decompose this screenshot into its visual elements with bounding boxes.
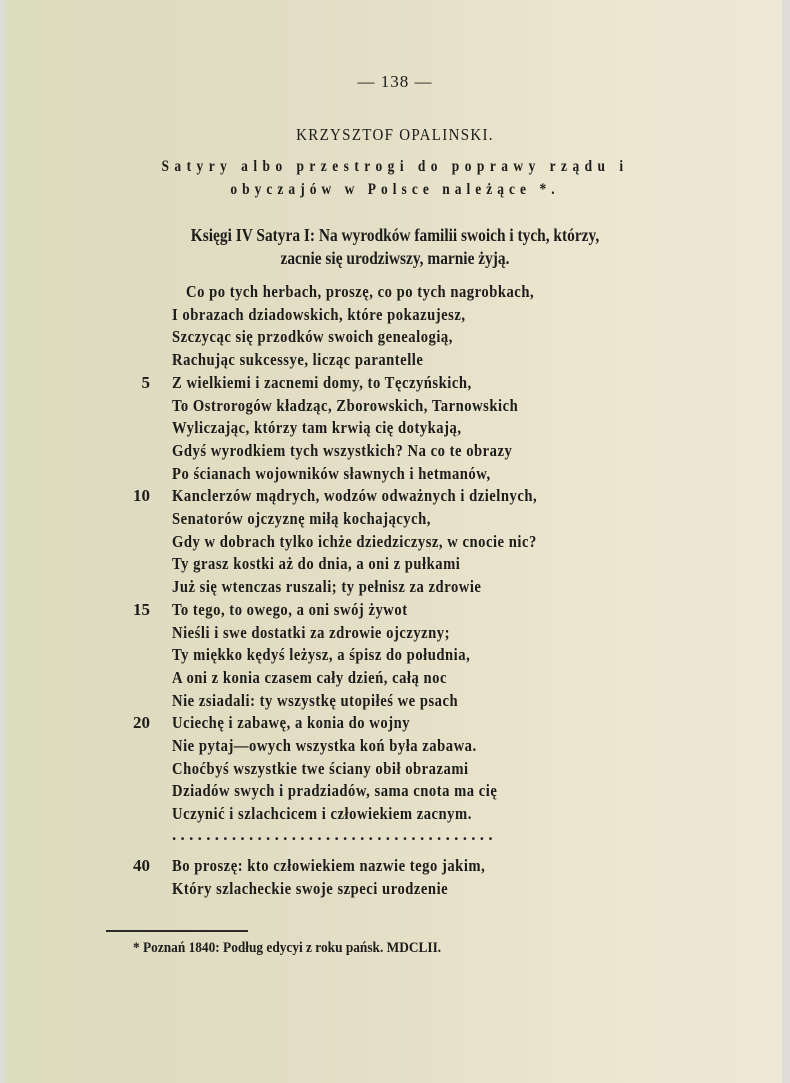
line-number: 20	[133, 713, 150, 733]
verse-line: Dziadów swych i pradziadów, sama cnota ma cię	[172, 781, 498, 801]
verse-line: Z wielkiemi i zacnemi domy, to Tęczyńskich,	[172, 372, 472, 392]
line-number: 15	[133, 599, 150, 619]
verse-line: Wyliczając, którzy tam krwią cię dotykają,	[172, 418, 462, 438]
page-number: — 138 —	[357, 72, 433, 91]
verse-line: To Ostrorogów kładząc, Zborowskich, Tarnowskich	[172, 395, 519, 415]
verse-line: Gdy w dobrach tylko ichże dziedziczysz, w cnocie nic?	[172, 531, 537, 551]
verse-line: Choćbyś wszystkie twe ściany obił obrazami	[172, 758, 469, 778]
verse-line: Nieśli i swe dostatki za zdrowie ojczyzny;	[172, 622, 451, 642]
line-number: 10	[133, 486, 150, 506]
verse-line: Co po tych herbach, proszę, co po tych nagrobkach,	[186, 282, 535, 301]
right-page-edge	[782, 0, 790, 1083]
ellipsis-line: ......................................	[172, 825, 497, 844]
verse-line: Bo proszę: kto człowiekiem nazwie tego jakim,	[172, 856, 486, 875]
verse-line: Nie zsiadali: ty wszystkę utopiłeś we psach	[172, 690, 459, 710]
verse-line: Uczynić i szlachcicem i człowiekiem zacnym.	[172, 804, 472, 824]
verse-line: Po ścianach wojowników sławnych i hetmanów,	[172, 463, 491, 483]
work-title-line-2: obyczajów w Polsce należące *.	[230, 181, 560, 198]
verse-line: Który szlacheckie swoje szpeci urodzenie	[172, 878, 449, 898]
verse-line: Senatorów ojczyznę miłą kochających,	[172, 509, 431, 528]
work-title-line-1: Satyry albo przestrogi do poprawy rządu i	[161, 158, 629, 175]
verse-line: Ty grasz kostki aż do dnia, a oni z pułkami	[172, 554, 461, 574]
verse-line: A oni z konia czasem cały dzień, całą noc	[172, 667, 447, 687]
section-heading-line-1: Księgi IV Satyra I: Na wyrodków familii swoich i tych, którzy,	[190, 225, 600, 245]
author-heading: KRZYSZTOF OPALINSKI.	[296, 125, 494, 144]
line-number: 5	[141, 372, 150, 392]
verse-line: Gdyś wyrodkiem tych wszystkich? Na co te obrazy	[172, 440, 513, 460]
verse-line: Uciechę i zabawę, a konia do wojny	[172, 713, 411, 733]
verse-line: Rachując sukcessye, licząc parantelle	[172, 350, 424, 370]
footnote: * Poznań 1840: Podług edycyi z roku pańsk. MDCLII.	[133, 940, 442, 956]
section-heading-line-2: zacnie się urodziwszy, marnie żyją.	[280, 248, 510, 268]
verse-line: Kanclerzów mądrych, wodzów odważnych i dzielnych,	[172, 486, 538, 506]
verse-line: Ty miękko kędyś leżysz, a śpisz do południa,	[172, 645, 471, 665]
verse-line: Już się wtenczas ruszali; ty pełnisz za zdrowie	[172, 577, 482, 597]
verse-line: To tego, to owego, a oni swój żywot	[172, 599, 408, 619]
verse-line: Nie pytaj—owych wszystka koń była zabawa.	[172, 736, 477, 755]
line-number: 40	[133, 856, 150, 875]
footnote-divider	[106, 930, 248, 932]
verse-line: Szczycąc się przodków swoich genealogią,	[172, 327, 453, 347]
verse-line: I obrazach dziadowskich, które pokazujesz,	[172, 304, 466, 324]
